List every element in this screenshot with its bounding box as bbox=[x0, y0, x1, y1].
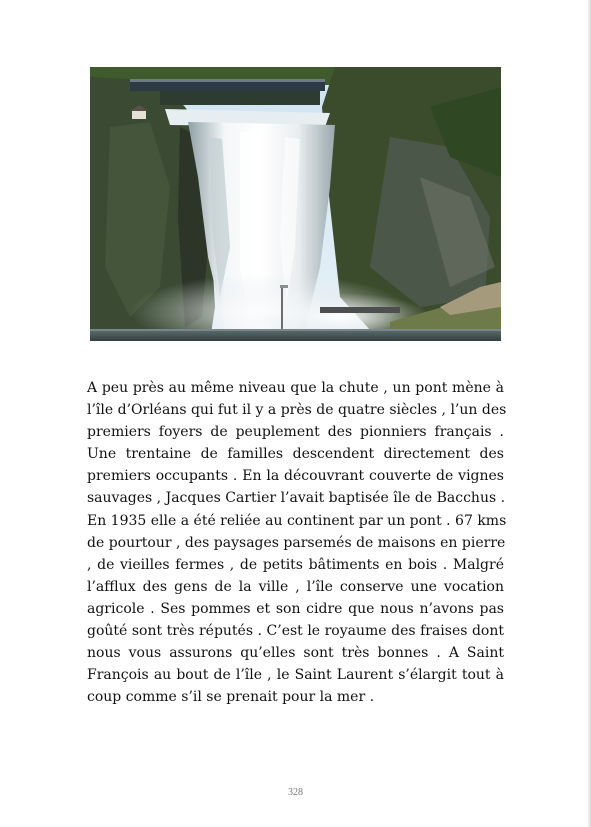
paragraph-line: l’afflux des gens de la ville , l’île conserve une vocation bbox=[87, 578, 504, 595]
paragraph-line: , de vieilles fermes , de petits bâtiments en bois . Malgré bbox=[87, 556, 504, 573]
paragraph-line: coup comme s’il se prenait pour la mer . bbox=[87, 689, 375, 706]
paragraph-line: goûté sont très réputés . C’est le royaume des fraises dont bbox=[87, 623, 504, 640]
paragraph-line: premiers foyers de peuplement des pionniers français . bbox=[87, 424, 504, 441]
paragraph-line: sauvages , Jacques Cartier l’avait baptisée île de Bacchus . bbox=[87, 490, 506, 507]
waterfall-illustration bbox=[90, 67, 501, 341]
paragraph-line: l’île d’Orléans qui fut il y a près de quatre siècles , l’un des bbox=[87, 402, 507, 419]
paragraph-line: de pourtour , des paysages parsemés de maisons en pierre bbox=[87, 534, 506, 551]
paragraph-line: premiers occupants . En la découvrant couverte de vignes bbox=[87, 468, 504, 485]
paragraph-line: agricole . Ses pommes et son cidre que nous n’avons pas bbox=[87, 600, 504, 617]
body-paragraph bbox=[87, 377, 507, 708]
paragraph-line: Une trentaine de familles descendent directement des bbox=[87, 446, 504, 463]
paragraph-line: François au bout de l’île , le Saint Laurent s’élargit tout à bbox=[87, 667, 504, 684]
paragraph-line: nous vous assurons qu’elles sont très bonnes . A Saint bbox=[87, 645, 504, 662]
paragraph-line: En 1935 elle a été reliée au continent par un pont . 67 kms bbox=[87, 512, 507, 529]
waterfall-photo bbox=[90, 67, 501, 341]
paragraph-line: A peu près au même niveau que la chute , un pont mène à bbox=[87, 380, 504, 396]
page-number: 328 bbox=[288, 787, 303, 798]
